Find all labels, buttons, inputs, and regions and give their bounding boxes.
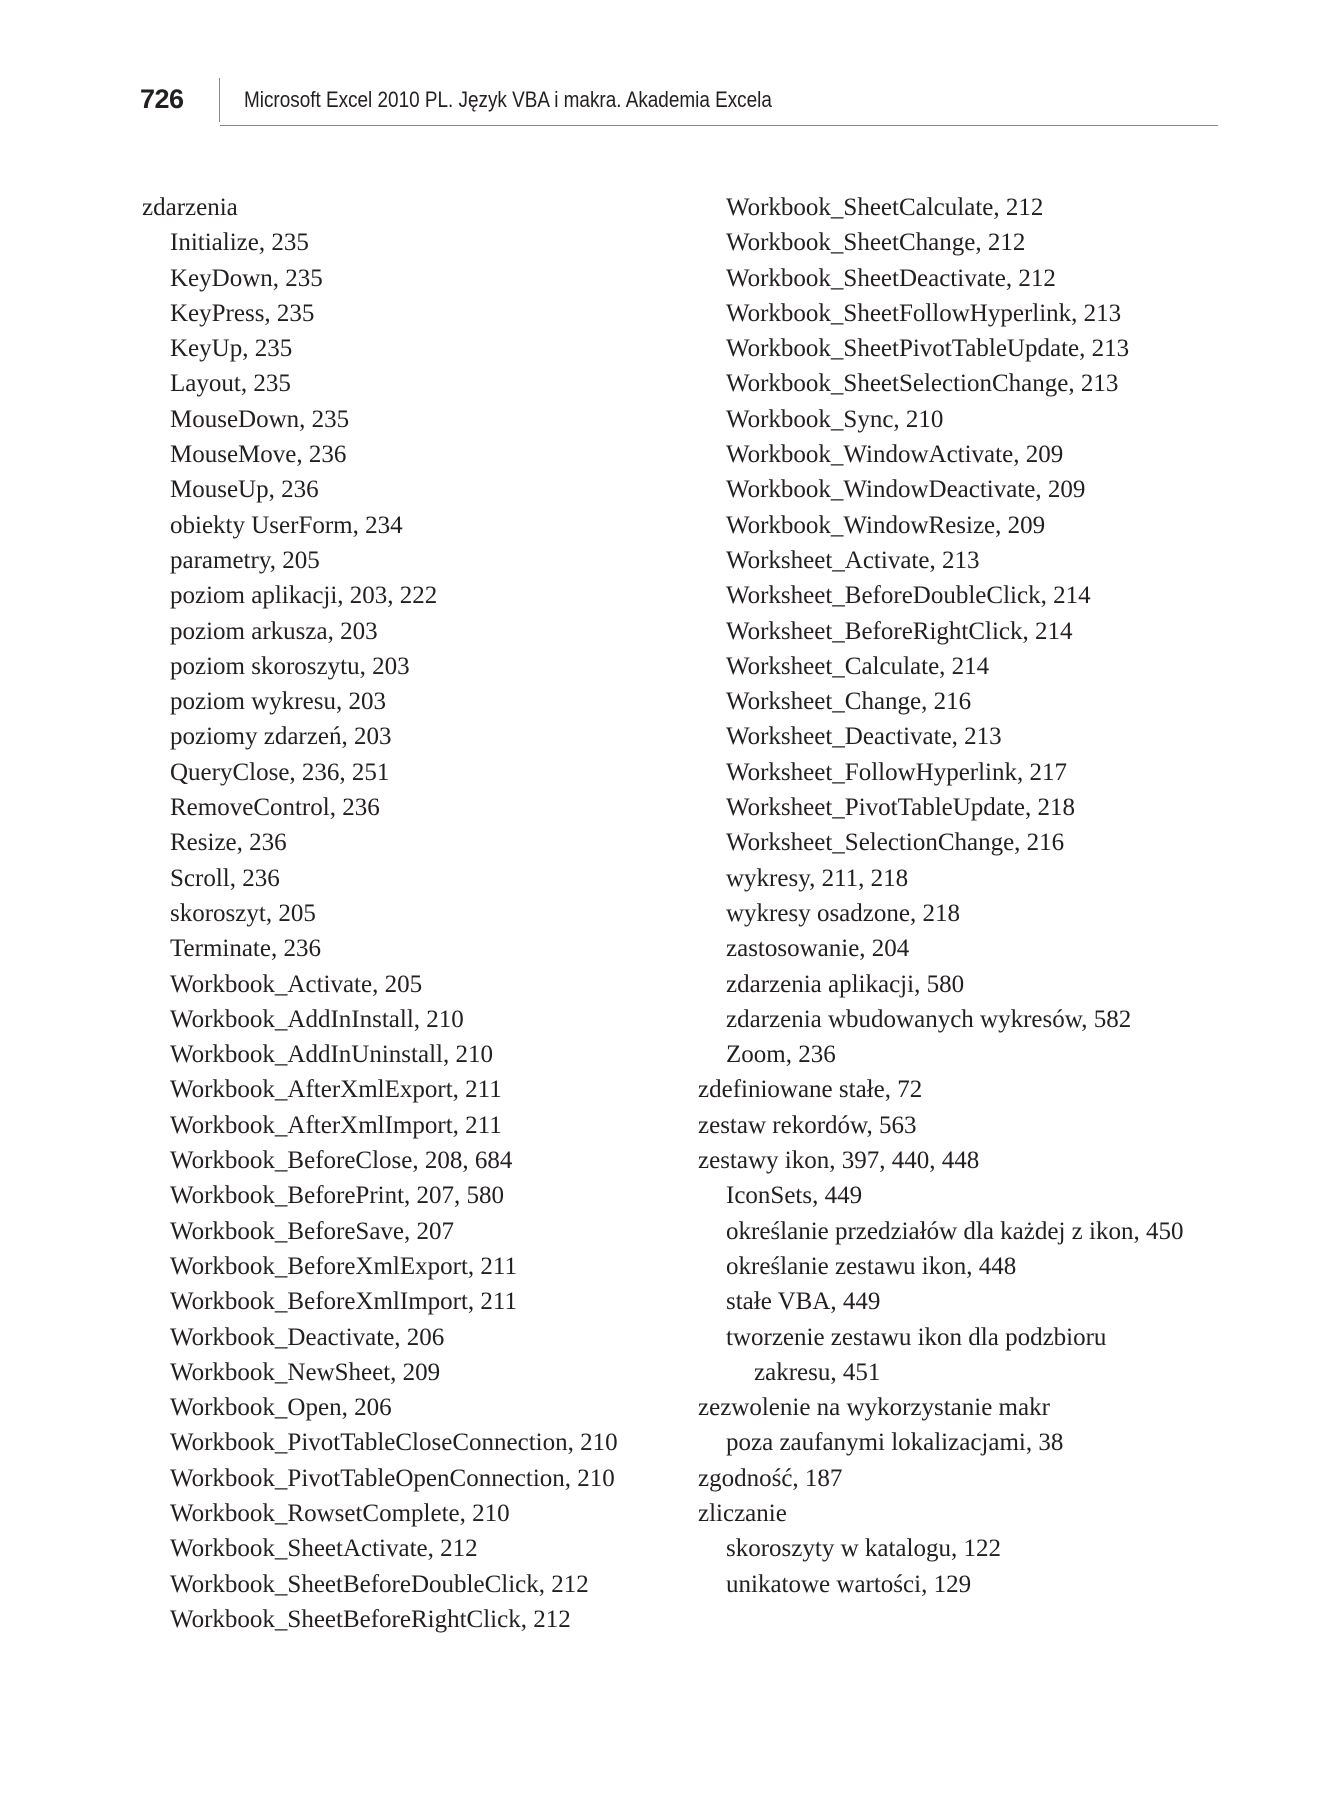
index-entry: Worksheet_Deactivate, 213 xyxy=(726,723,1002,751)
index-entry: Resize, 236 xyxy=(170,829,287,857)
header-divider xyxy=(219,78,220,122)
index-entry: Workbook_SheetCalculate, 212 xyxy=(726,194,1044,221)
index-entry: Initialize, 235 xyxy=(170,229,309,257)
index-entry: MouseDown, 235 xyxy=(170,405,350,433)
index-entry: zastosowanie, 204 xyxy=(726,935,910,963)
index-entry: Workbook_BeforeClose, 208, 684 xyxy=(170,1147,513,1175)
index-entry: poziomy zdarzeń, 203 xyxy=(170,723,392,751)
index-entry: zgodność, 187 xyxy=(698,1464,843,1492)
index-entry: poziom skoroszytu, 203 xyxy=(170,652,410,680)
index-entry: zestaw rekordów, 563 xyxy=(698,1111,917,1139)
index-entry: Layout, 235 xyxy=(170,370,291,398)
index-entry: Workbook_SheetPivotTableUpdate, 213 xyxy=(726,335,1130,363)
index-entry: Worksheet_Activate, 213 xyxy=(726,546,980,574)
page-header xyxy=(140,78,1218,128)
index-entry: wykresy osadzone, 218 xyxy=(726,899,960,927)
index-entry: IconSets, 449 xyxy=(726,1182,863,1210)
index-entry: Workbook_PivotTableCloseConnection, 210 xyxy=(170,1429,618,1457)
index-entry: poziom wykresu, 203 xyxy=(170,688,386,716)
index-entry: Workbook_Open, 206 xyxy=(170,1394,392,1422)
index-entry: Workbook_Deactivate, 206 xyxy=(170,1323,445,1351)
index-entry: Workbook_AddInUninstall, 210 xyxy=(170,1041,493,1069)
index-entry: zdarzenia xyxy=(142,194,238,221)
index-entry: MouseUp, 236 xyxy=(170,476,319,504)
index-entry: stałe VBA, 449 xyxy=(726,1288,881,1316)
index-entry: wykresy, 211, 218 xyxy=(726,864,909,892)
index-entry: określanie przedziałów dla każdej z ikon, 450 xyxy=(726,1217,1184,1245)
running-title: Microsoft Excel 2010 PL. Język VBA i makra. Akademia Excela xyxy=(244,87,772,112)
index-entry: Worksheet_Change, 216 xyxy=(726,688,972,716)
index-entry: zliczanie xyxy=(698,1499,787,1527)
index-entry: Workbook_WindowResize, 209 xyxy=(726,511,1046,539)
page-number: 726 xyxy=(140,84,184,114)
index-entry: Workbook_Activate, 205 xyxy=(170,970,423,998)
index-entry: Workbook_BeforeXmlImport, 211 xyxy=(170,1288,517,1316)
index-entry: Workbook_SheetChange, 212 xyxy=(726,229,1026,257)
index-entry: Worksheet_BeforeDoubleClick, 214 xyxy=(726,582,1091,610)
index-entry: Workbook_BeforeXmlExport, 211 xyxy=(170,1252,517,1280)
index-entry: zdefiniowane stałe, 72 xyxy=(698,1076,923,1104)
index-entry: Workbook_WindowDeactivate, 209 xyxy=(726,476,1086,504)
index-entry: Workbook_PivotTableOpenConnection, 210 xyxy=(170,1464,615,1492)
index-entry: Workbook_Sync, 210 xyxy=(726,405,944,433)
index-entry: KeyDown, 235 xyxy=(170,264,323,292)
index-entry: Workbook_BeforePrint, 207, 580 xyxy=(170,1182,505,1210)
index-entry: Worksheet_PivotTableUpdate, 218 xyxy=(726,794,1075,822)
index-entry: Workbook_NewSheet, 209 xyxy=(170,1358,441,1386)
index-entry: Workbook_SheetBeforeDoubleClick, 212 xyxy=(170,1570,589,1598)
index-entry: skoroszyt, 205 xyxy=(170,899,316,927)
index-entry: poza zaufanymi lokalizacjami, 38 xyxy=(726,1429,1064,1457)
index-entry: poziom aplikacji, 203, 222 xyxy=(170,582,438,610)
index-entry: Workbook_SheetActivate, 212 xyxy=(170,1535,478,1563)
index-entry: Worksheet_SelectionChange, 216 xyxy=(726,829,1065,857)
index-entry: Worksheet_FollowHyperlink, 217 xyxy=(726,758,1068,786)
index-entry: zakresu, 451 xyxy=(754,1358,881,1386)
index-entry: Workbook_RowsetComplete, 210 xyxy=(170,1499,510,1527)
index-entry: tworzenie zestawu ikon dla podzbioru xyxy=(726,1323,1107,1351)
header-rule xyxy=(220,125,1218,126)
index-entry: zezwolenie na wykorzystanie makr xyxy=(698,1394,1050,1422)
index-entry: zestawy ikon, 397, 440, 448 xyxy=(698,1147,980,1175)
index-entry: Workbook_SheetFollowHyperlink, 213 xyxy=(726,299,1122,327)
index-entry: Worksheet_Calculate, 214 xyxy=(726,652,990,680)
index-entry: Workbook_SheetSelectionChange, 213 xyxy=(726,370,1119,398)
index-entry: Scroll, 236 xyxy=(170,864,280,892)
index-entry: Zoom, 236 xyxy=(726,1041,836,1069)
index-entry: obiekty UserForm, 234 xyxy=(170,511,403,539)
index-entry: Workbook_AfterXmlExport, 211 xyxy=(170,1076,502,1104)
index-entry: MouseMove, 236 xyxy=(170,441,347,469)
index-entry: Workbook_WindowActivate, 209 xyxy=(726,441,1064,469)
index-column-right xyxy=(698,190,1218,1602)
index-column-left xyxy=(142,190,672,1637)
index-entry: KeyUp, 235 xyxy=(170,335,293,363)
index-entry: unikatowe wartości, 129 xyxy=(726,1570,972,1598)
index-entry: określanie zestawu ikon, 448 xyxy=(726,1252,1017,1280)
index-entry: KeyPress, 235 xyxy=(170,299,315,327)
index-entry: Terminate, 236 xyxy=(170,935,321,963)
index-entry: QueryClose, 236, 251 xyxy=(170,758,390,786)
index-entry: Workbook_AfterXmlImport, 211 xyxy=(170,1111,502,1139)
index-entry: skoroszyty w katalogu, 122 xyxy=(726,1535,1001,1563)
index-entry: RemoveControl, 236 xyxy=(170,794,380,822)
index-entry: Workbook_AddInInstall, 210 xyxy=(170,1005,464,1033)
index-entry: poziom arkusza, 203 xyxy=(170,617,378,645)
index-entry: zdarzenia wbudowanych wykresów, 582 xyxy=(726,1005,1132,1033)
index-entry: Workbook_SheetDeactivate, 212 xyxy=(726,264,1056,292)
index-entry: parametry, 205 xyxy=(170,546,320,574)
index-entry: Workbook_SheetBeforeRightClick, 212 xyxy=(170,1605,571,1633)
index-entry: Worksheet_BeforeRightClick, 214 xyxy=(726,617,1073,645)
index-entry: Workbook_BeforeSave, 207 xyxy=(170,1217,455,1245)
index-entry: zdarzenia aplikacji, 580 xyxy=(726,970,965,998)
